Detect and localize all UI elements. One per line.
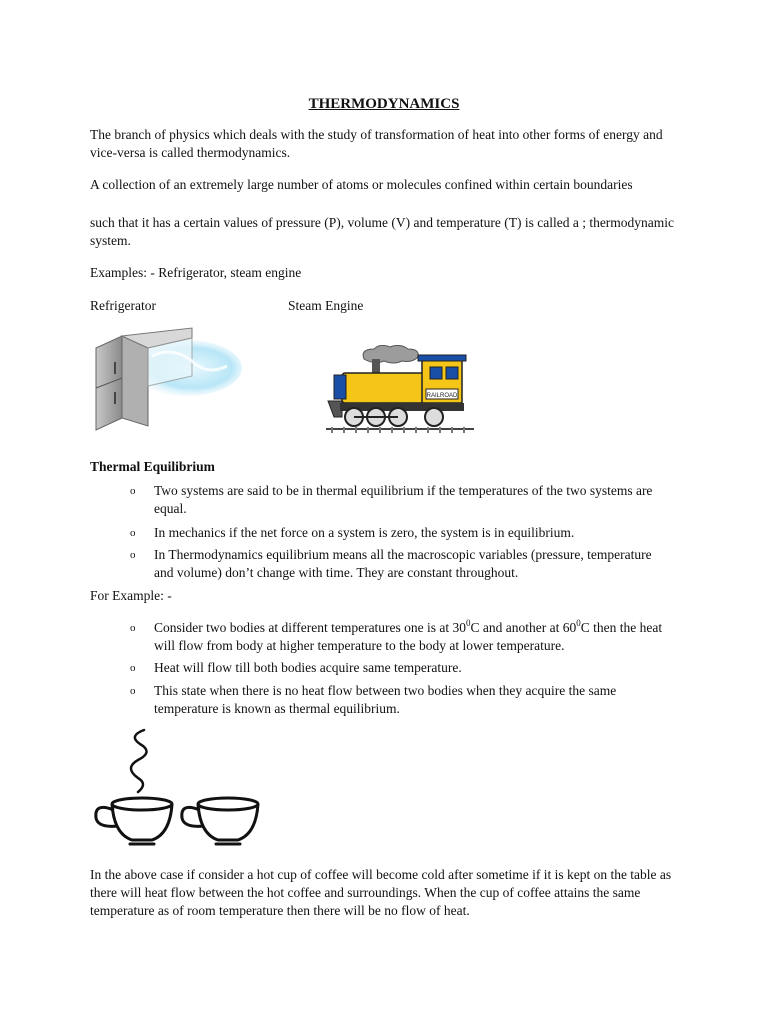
list-item: [130, 482, 670, 518]
bullet-mark: o: [130, 485, 136, 497]
thermal-equilibrium-heading: Thermal Equilibrium: [90, 459, 215, 474]
steam-engine-label: Steam Engine: [288, 298, 364, 313]
bullet-mark: o: [130, 549, 136, 561]
list-item: [130, 619, 670, 655]
bullet-mark: o: [130, 685, 136, 697]
refrigerator-image: [92, 326, 242, 436]
train-sign-text: RAILROAD: [426, 393, 458, 399]
list-item: [130, 546, 670, 582]
conclusion-paragraph: In the above case if consider a hot cup of coffee will become cold after sometime if it is kept on the table as there will heat flow between the hot coffee and surroundings. When the cup of coffee attains the same temperature as of room temperature then there will be no flow of heat.: [90, 867, 672, 918]
page-title: THERMODYNAMICS: [308, 96, 460, 112]
bullet-mark: o: [130, 527, 136, 539]
list-item-text: In mechanics if the net force on a system is zero, the system is in equilibrium.: [154, 525, 575, 540]
list-item: [130, 659, 670, 677]
system-definition-line2: such that it has a certain values of pressure (P), volume (V) and temperature (T) is called a ; thermodynamic system.: [90, 215, 675, 248]
list-item-text: Heat will flow till both bodies acquire same temperature.: [154, 660, 462, 675]
list-item-text: Consider two bodies at different temperatures one is at $30^0C$ and another at $60^0C$ then the heat will flow from body at higher temperature to the body at lower temperature.: [154, 618, 663, 653]
thermal-equilibrium-list: [130, 482, 670, 582]
bullet-mark: o: [130, 662, 136, 674]
list-item-text: In Thermodynamics equilibrium means all the macroscopic variables (pressure, temperature and volume) don’t change with time. They are constant throughout.: [154, 547, 652, 580]
list-item: [130, 682, 670, 718]
intro-paragraph: The branch of physics which deals with the study of transformation of heat into other forms of energy and vice-versa is called thermodynamics.: [90, 127, 663, 160]
list-item: [130, 524, 670, 542]
list-item-text: Two systems are said to be in thermal equilibrium if the temperatures of the two systems are equal.: [154, 483, 653, 516]
example-list: [130, 619, 670, 718]
coffee-cups-image: [92, 724, 272, 852]
refrigerator-label: Refrigerator: [90, 298, 156, 313]
bullet-mark: o: [130, 622, 136, 634]
steam-engine-image: [326, 345, 476, 437]
list-item-text: This state when there is no heat flow between two bodies when they acquire the same temperature is known as thermal equilibrium.: [154, 683, 617, 716]
for-example-label: For Example: -: [90, 588, 172, 603]
examples-line: Examples: - Refrigerator, steam engine: [90, 265, 302, 280]
system-definition-line1: A collection of an extremely large number of atoms or molecules confined within certain boundaries: [90, 177, 633, 192]
